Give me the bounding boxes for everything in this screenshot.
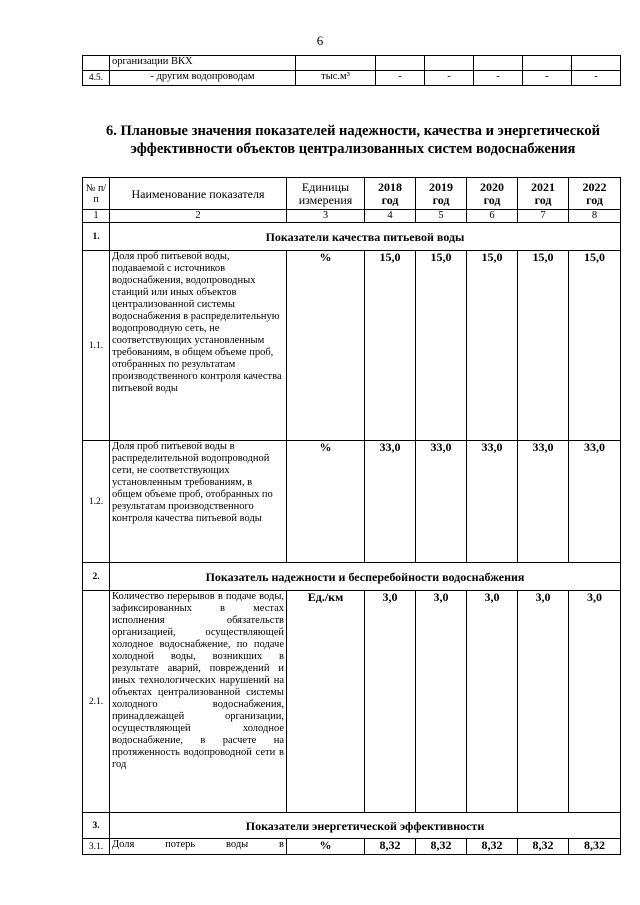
header-name: Наименование показателя (110, 178, 287, 210)
value-cell: 15,0 (467, 251, 518, 441)
value-cell: 8,32 (365, 839, 416, 855)
section-number: 3. (83, 813, 110, 839)
section-number: 1. (83, 223, 110, 251)
row-name: Доля проб питьевой воды, подаваемой с источников водоснабжения, водопроводных станций или иных объектов централизованной системы водоснабжения в распределительную водопроводную сеть, не соответствующих установленным требованиям, в общем объеме проб, отобранных по результатам производственного контроля качества питьевой воды (110, 251, 287, 441)
header-row (83, 178, 621, 210)
row-name: Доля проб питьевой воды в распределительной водопроводной сети, не соответствующих установленным требованиям, в общем объеме проб, отобранных по результатам производственного контроля качества питьевой воды (110, 441, 287, 563)
value-cell: 15,0 (569, 251, 621, 441)
header-year-2021: 2021 год (518, 178, 569, 210)
value-cell: 3,0 (365, 591, 416, 813)
section-row (83, 223, 621, 251)
row-number: 3.1. (83, 839, 110, 855)
value-cell: - (572, 71, 621, 86)
value-cell: 15,0 (365, 251, 416, 441)
value-cell: 33,0 (518, 441, 569, 563)
header-year-2020: 2020 год (467, 178, 518, 210)
row-number: 2.1. (83, 591, 110, 813)
value-cell: 33,0 (365, 441, 416, 563)
row-unit: % (287, 441, 365, 563)
table-row (83, 251, 621, 441)
header-year-2022: 2022 год (569, 178, 621, 210)
column-number: 6 (467, 210, 518, 223)
value-cell: 3,0 (518, 591, 569, 813)
row-unit: % (287, 251, 365, 441)
table-row (83, 71, 621, 86)
section-row (83, 563, 621, 591)
value-cell: 8,32 (569, 839, 621, 855)
row-name: - другим водопроводам (110, 71, 296, 86)
column-numbers-row (83, 210, 621, 223)
value-cell: 3,0 (569, 591, 621, 813)
section-title: Показатели энергетической эффективности (110, 813, 621, 839)
value-cell: - (523, 71, 572, 86)
row-name: Количество перерывов в подаче воды, зафиксированных в местах исполнения обязательств организацией, осуществляющей холодное водоснабжение, по подаче холодной воды, возникших в результате аварий, повреждений и иных технологических нарушений на объектах централизованной системы холодного водоснабжения, принадлежащей организации, осуществляющей холодное водоснабжение, в расчете на протяженность водопроводной сети в год (110, 591, 287, 813)
indicators-table (82, 177, 621, 855)
column-number: 5 (416, 210, 467, 223)
row-number: 4.5. (83, 71, 110, 86)
table-row (83, 591, 621, 813)
row-unit: % (287, 839, 365, 855)
value-cell: 15,0 (416, 251, 467, 441)
row-name: организации ВКХ (110, 56, 296, 71)
section-heading: 6. Плановые значения показателей надежности, качества и энергетической эффективности объектов централизованных систем водоснабжения (106, 123, 600, 157)
value-cell: 33,0 (467, 441, 518, 563)
column-number: 1 (83, 210, 110, 223)
table-row (83, 839, 621, 855)
row-unit: Ед./км (287, 591, 365, 813)
column-number: 8 (569, 210, 621, 223)
value-cell: 8,32 (416, 839, 467, 855)
column-number: 7 (518, 210, 569, 223)
page-number: 6 (316, 33, 324, 48)
column-number: 4 (365, 210, 416, 223)
table-row (83, 441, 621, 563)
column-number: 2 (110, 210, 287, 223)
table-row (83, 56, 621, 71)
section-title: Показатели качества питьевой воды (110, 223, 621, 251)
value-cell: - (376, 71, 425, 86)
column-number: 3 (287, 210, 365, 223)
row-unit: тыс.м³ (296, 71, 376, 86)
section-row (83, 813, 621, 839)
section-number: 2. (83, 563, 110, 591)
value-cell: 33,0 (569, 441, 621, 563)
value-cell: 3,0 (416, 591, 467, 813)
header-year-2018: 2018 год (365, 178, 416, 210)
header-year-2019: 2019 год (416, 178, 467, 210)
header-number: № п/п (83, 178, 110, 210)
value-cell: 33,0 (416, 441, 467, 563)
value-cell: 8,32 (467, 839, 518, 855)
previous-table-fragment (82, 55, 621, 86)
value-cell: - (474, 71, 523, 86)
value-cell: 15,0 (518, 251, 569, 441)
value-cell: 8,32 (518, 839, 569, 855)
row-name: Доля потерь воды в (110, 839, 287, 855)
value-cell: 3,0 (467, 591, 518, 813)
row-number: 1.1. (83, 251, 110, 441)
section-title: Показатель надежности и бесперебойности водоснабжения (110, 563, 621, 591)
row-number: 1.2. (83, 441, 110, 563)
header-unit: Единицы измерения (287, 178, 365, 210)
value-cell: - (425, 71, 474, 86)
